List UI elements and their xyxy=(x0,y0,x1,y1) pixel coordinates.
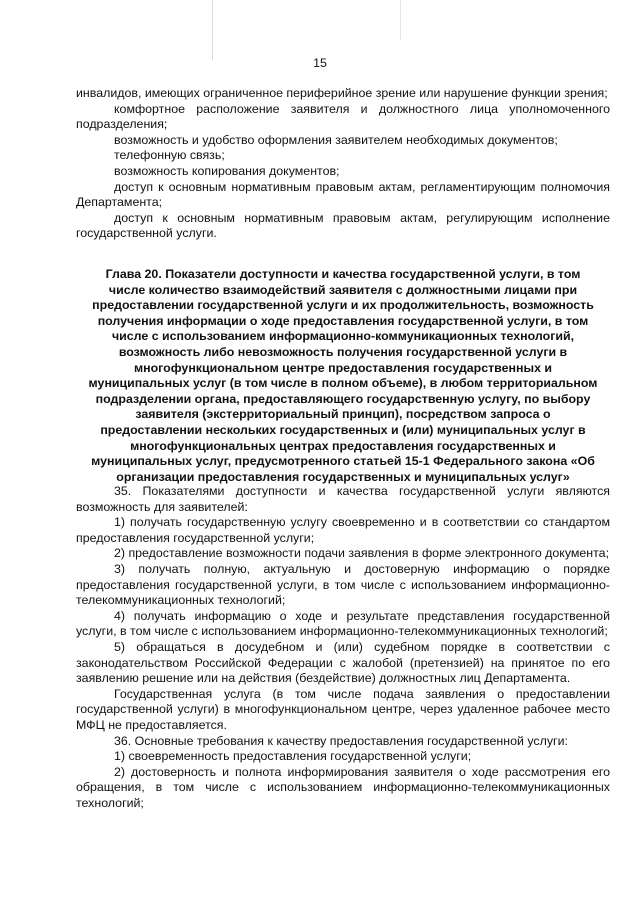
paragraph: Государственная услуга (в том числе подача заявления о предоставлении государственной услуги) в многофункциональном центре, через удаленное рабочее место МФЦ не предоставляется. xyxy=(76,686,610,732)
section-body xyxy=(76,484,610,811)
paragraph: 5) обращаться в досудебном и (или) судебном порядке в соответствии с законодательством Российской Федерации с жалобой (претензией) на принятое по его заявлению решение или на действия (бездействие) должностных лиц Департамента. xyxy=(76,639,610,686)
paragraph: телефонную связь; xyxy=(114,148,225,163)
paragraph: 2) достоверность и полнота информирования заявителя о ходе рассмотрения его обращения, в том числе с использованием информационно-телекоммуникационных технологий; xyxy=(76,764,610,810)
paragraph: возможность копирования документов; xyxy=(114,163,340,178)
accessibility-conditions-list xyxy=(76,86,610,242)
paragraph: инвалидов, имеющих ограниченное периферийное зрение или нарушение функции зрения; xyxy=(76,86,608,100)
paragraph: 4) получать информацию о ходе и результате представления государственной услуги, в том числе с использованием информационно-телекоммуникационных технологий; xyxy=(76,608,610,639)
scan-artifact-line xyxy=(212,0,213,60)
paragraph: комфортное расположение заявителя и должностного лица уполномоченного подразделения; xyxy=(76,101,610,132)
page-number: 15 xyxy=(313,56,327,70)
paragraph: доступ к основным нормативным правовым актам, регламентирующим полномочия Департамента; xyxy=(76,179,610,210)
paragraph: доступ к основным нормативным правовым актам, регулирующим исполнение государственной услуги. xyxy=(76,210,610,241)
paragraph: 1) своевременность предоставления государственной услуги; xyxy=(114,749,472,764)
paragraph: 3) получать полную, актуальную и достоверную информацию о порядке предоставления государственной услуги, в том числе с использованием информационно-телекоммуникационных технологий; xyxy=(76,561,610,608)
paragraph: 35. Показателями доступности и качества государственной услуги являются возможность для заявителей: xyxy=(76,484,610,514)
paragraph: 36. Основные требования к качеству предоставления государственной услуги: xyxy=(114,733,568,748)
paragraph: 1) получать государственную услугу своевременно и в соответствии со стандартом предоставления государственной услуги; xyxy=(76,515,610,545)
paragraph: возможность и удобство оформления заявителем необходимых документов; xyxy=(114,132,558,147)
chapter-heading xyxy=(86,267,600,485)
chapter-title: Глава 20. Показатели доступности и качества государственной услуги, в том числе количество взаимодействий заявителя с должностными лицами при предоставлении государственной услуги и их продолжительность, возможность получения информации о ходе предоставления государственной услуги, в том числе с использованием информационно-коммуникационных технологий, возможность либо невозможность получения государственной услуги в многофункциональном центре предоставления государственных и муниципальных услуг (в том числе в полном объеме), в любом территориальном подразделении органа, предоставляющего государственную услугу, по выбору заявителя (экстерриториальный принцип), посредством запроса о предоставлении нескольких государственных и (или) муниципальных услуг в многофункциональных центрах предоставления государственных и муниципальных услуг, предусмотренного статьей 15-1 Федерального закона «Об организации предоставления государственных и муниципальных услуг» xyxy=(88,267,598,484)
scan-artifact-line xyxy=(400,0,401,40)
paragraph: 2) предоставление возможности подачи заявления в форме электронного документа; xyxy=(114,546,610,561)
